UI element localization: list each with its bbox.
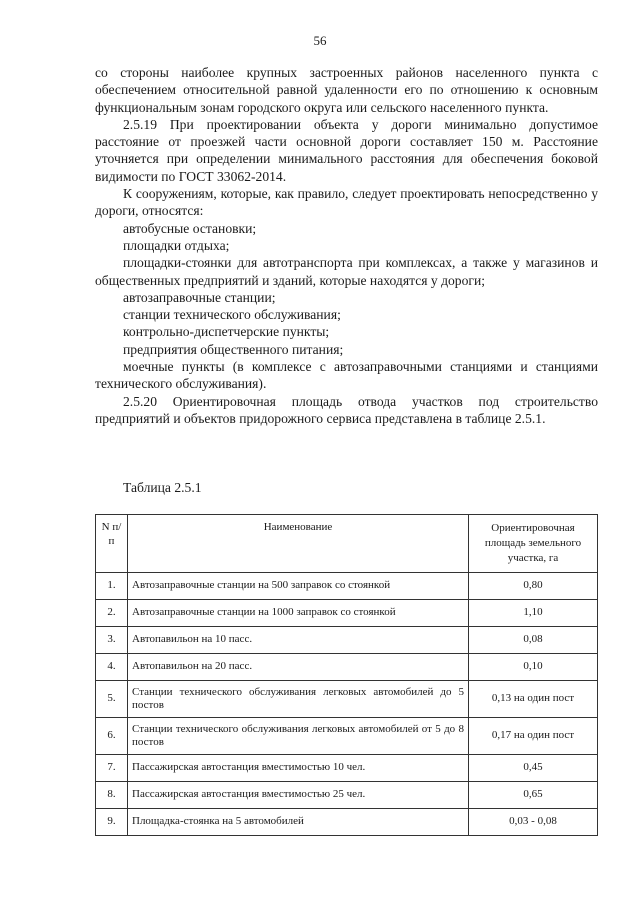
list-item: станции технического обслуживания;: [123, 307, 341, 323]
row-area: 1,10: [469, 600, 598, 627]
body-text: [95, 64, 598, 427]
table-header-row: [96, 515, 598, 573]
row-number: 9.: [96, 809, 128, 836]
list-item: площадки отдыха;: [123, 237, 230, 253]
row-name: Пассажирская автостанция вместимостью 10 чел.: [128, 755, 469, 782]
row-area: 0,65: [469, 782, 598, 809]
header-number: N п/п: [96, 515, 128, 573]
row-number: 6.: [96, 718, 128, 755]
row-area: 0,17 на один пост: [469, 718, 598, 755]
row-number: 4.: [96, 654, 128, 681]
paragraph: 2.5.19 При проектировании объекта у дороги минимально допустимое расстояние от проезжей части основной дороги составляет 150 м. Расстояние уточняется при определении минимального расстояния для обеспечения боковой видимости по ГОСТ 33062-2014.: [95, 116, 598, 184]
row-number: 2.: [96, 600, 128, 627]
table-row: [96, 755, 598, 782]
header-name: Наименование: [128, 515, 469, 573]
row-name: Станции технического обслуживания легковых автомобилей от 5 до 8 постов: [128, 718, 469, 755]
row-number: 8.: [96, 782, 128, 809]
row-name: Станции технического обслуживания легковых автомобилей до 5 постов: [128, 681, 469, 718]
row-area: 0,45: [469, 755, 598, 782]
row-number: 3.: [96, 627, 128, 654]
row-area: 0,08: [469, 627, 598, 654]
table-row: [96, 782, 598, 809]
table-row: [96, 627, 598, 654]
row-name: Пассажирская автостанция вместимостью 25 чел.: [128, 782, 469, 809]
list-item: площадки-стоянки для автотранспорта при комплексах, а также у магазинов и общественных предприятий и зданий, которые находятся у дороги;: [95, 255, 598, 288]
page-number: 56: [313, 33, 327, 48]
header-area: Ориентировочная площадь земельного участка, га: [469, 515, 598, 573]
row-name: Автозаправочные станции на 1000 заправок со стоянкой: [128, 600, 469, 627]
row-name: Площадка-стоянка на 5 автомобилей: [128, 809, 469, 836]
row-number: 5.: [96, 681, 128, 718]
table-row: [96, 681, 598, 718]
row-area: 0,10: [469, 654, 598, 681]
list-item: предприятия общественного питания;: [123, 341, 344, 357]
row-name: Автопавильон на 10 пасс.: [128, 627, 469, 654]
list-item: автозаправочные станции;: [123, 289, 276, 305]
row-number: 7.: [96, 755, 128, 782]
table-title: Таблица 2.5.1: [123, 480, 202, 495]
list-item: контрольно-диспетчерские пункты;: [123, 324, 330, 340]
row-name: Автозаправочные станции на 500 заправок со стоянкой: [128, 573, 469, 600]
paragraph: 2.5.20 Ориентировочная площадь отвода участков под строительство предприятий и объектов придорожного сервиса представлена в таблице 2.5.1.: [95, 393, 598, 426]
paragraph: со стороны наиболее крупных застроенных районов населенного пункта с обеспечением относительной равной удаленности его по отношению к основным функциональным зонам городского округа или сельского населенного пункта.: [95, 65, 598, 115]
row-number: 1.: [96, 573, 128, 600]
table-row: [96, 718, 598, 755]
table-row: [96, 809, 598, 836]
table-row: [96, 600, 598, 627]
paragraph: К сооружениям, которые, как правило, следует проектировать непосредственно у дороги, относятся:: [95, 186, 598, 219]
row-area: 0,80: [469, 573, 598, 600]
row-name: Автопавильон на 20 пасс.: [128, 654, 469, 681]
table-row: [96, 654, 598, 681]
row-area: 0,03 - 0,08: [469, 809, 598, 836]
row-area: 0,13 на один пост: [469, 681, 598, 718]
table-row: [96, 573, 598, 600]
data-table: [95, 514, 598, 836]
list-item: моечные пункты (в комплексе с автозаправочными станциями и станциями технического обслуживания).: [95, 359, 598, 392]
list-item: автобусные остановки;: [123, 220, 257, 236]
